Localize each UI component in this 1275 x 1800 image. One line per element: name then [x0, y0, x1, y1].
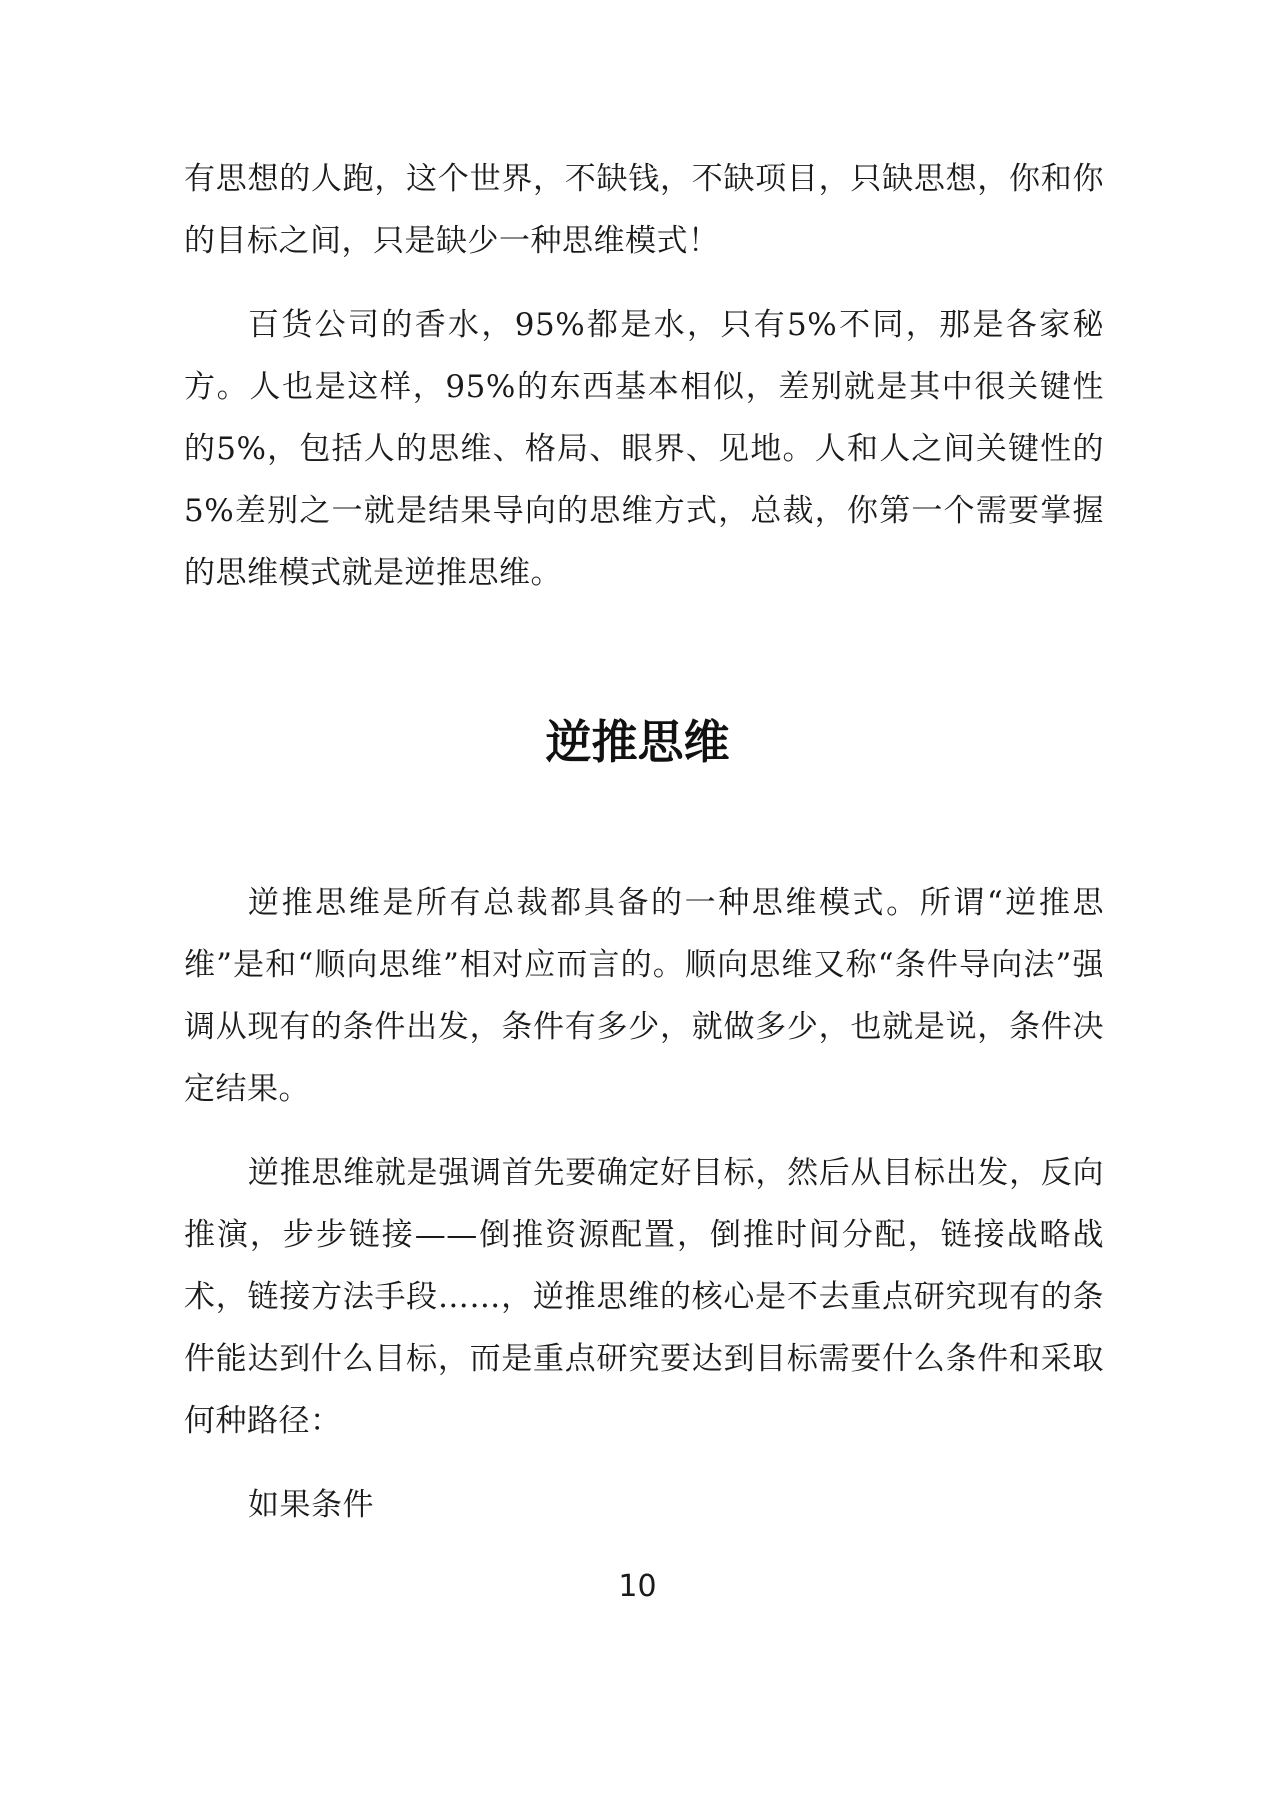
paragraph-perfume: 百货公司的香水，95%都是水，只有5%不同，那是各家秘方。人也是这样，95%的东西基本相似，差别就是其中很关键性的5%，包括人的思维、格局、眼界、见地。人和人之间关键性的5%差别之一就是结果导向的思维方式，总裁，你第一个需要掌握的思维模式就是逆推思维。 — [184, 307, 1104, 591]
page-number: 10 — [618, 1569, 657, 1604]
paragraph-definition: 逆推思维是所有总裁都具备的一种思维模式。所谓“逆推思维”是和“顺向思维”相对应而言的。顺向思维又称“条件导向法”强调从现有的条件出发，条件有多少，就做多少，也就是说，条件决定结果。 — [184, 885, 1104, 1107]
text-block-section — [184, 872, 1104, 1536]
paragraph-intro-continuation: 有思想的人跑，这个世界，不缺钱，不缺项目，只缺思想，你和你的目标之间，只是缺少一种思维模式！ — [184, 161, 1104, 259]
text-block-intro — [184, 148, 1104, 604]
paragraph-fragment: 如果条件 — [248, 1487, 374, 1523]
paragraph-core-idea: 逆推思维就是强调首先要确定好目标，然后从目标出发，反向推演，步步链接——倒推资源配置，倒推时间分配，链接战略战术，链接方法手段……，逆推思维的核心是不去重点研究现有的条件能达到什么目标，而是重点研究要达到目标需要什么条件和采取何种路径： — [184, 1155, 1104, 1439]
section-heading: 逆推思维 — [545, 715, 730, 769]
